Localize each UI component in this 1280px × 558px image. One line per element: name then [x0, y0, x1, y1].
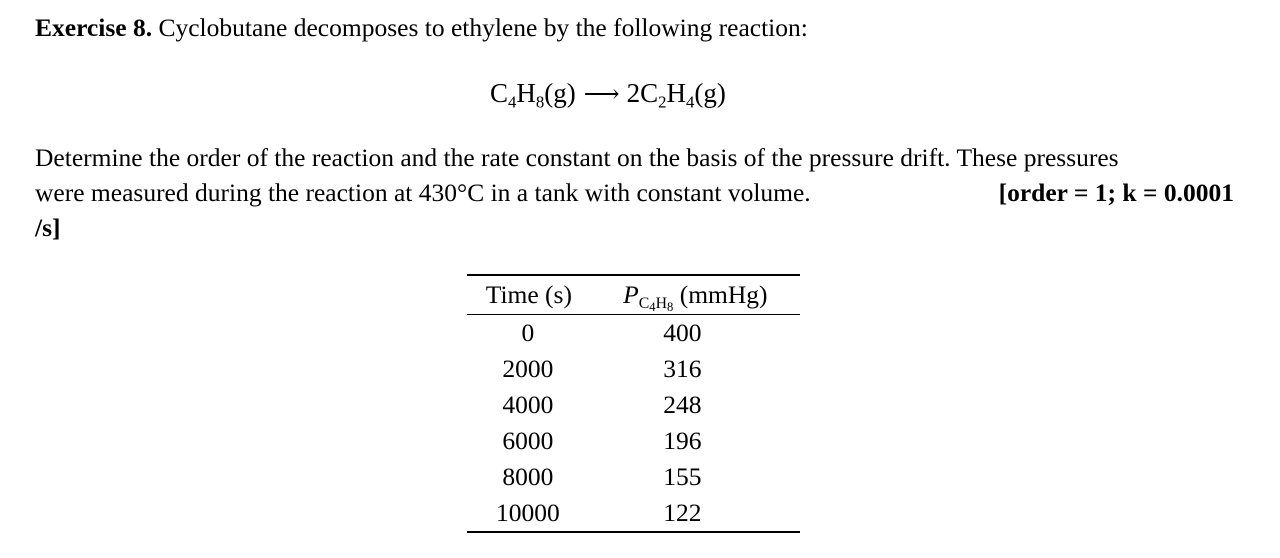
problem-text-line-1: Determine the order of the reaction and the rate constant on the basis of the pressure drift. These pressures — [35, 143, 1119, 172]
time-cell: 10000 — [495, 498, 560, 527]
pressure-cell: 196 — [663, 426, 702, 455]
time-cell: 6000 — [502, 426, 554, 455]
reaction-equation — [490, 76, 726, 112]
time-cell: 0 — [521, 318, 535, 347]
answer-order-k: [order = 1; k = 0.0001 — [998, 178, 1234, 207]
time-cell: 2000 — [502, 354, 554, 383]
time-column-header: Time (s) — [485, 280, 572, 309]
exercise-heading — [35, 12, 808, 44]
exercise-label: Exercise 8. — [35, 13, 153, 42]
pressure-cell: 122 — [663, 498, 702, 527]
table-row — [467, 387, 800, 423]
reaction-arrow: ⟶ — [583, 81, 620, 108]
exercise-intro: Cyclobutane decomposes to ethylene by the following reaction: — [158, 13, 808, 42]
pressure-cell: 155 — [663, 462, 702, 491]
time-cell: 4000 — [502, 390, 554, 419]
table-row — [467, 459, 800, 495]
reactant-formula: $C_4H_8(g)$ — [490, 78, 576, 112]
pressure-time-table — [467, 274, 800, 533]
pressure-column-header: PC4H8 (mmHg) — [623, 280, 768, 315]
pressure-cell: 400 — [663, 318, 702, 347]
pressure-cell: 248 — [663, 390, 702, 419]
table-row — [467, 351, 800, 387]
table-row — [467, 495, 800, 532]
pressure-cell: 316 — [663, 354, 702, 383]
problem-text-line-2 — [35, 176, 1234, 209]
answer-units: /s] — [35, 213, 61, 242]
product-formula: $2C_2H_4(g)$ — [626, 78, 726, 112]
problem-text-conditions: were measured during the reaction at 430°C in a tank with constant volume. — [35, 178, 811, 207]
time-cell: 8000 — [502, 462, 554, 491]
table-row — [467, 315, 800, 352]
table-row — [467, 423, 800, 459]
table-header-row — [467, 275, 800, 315]
